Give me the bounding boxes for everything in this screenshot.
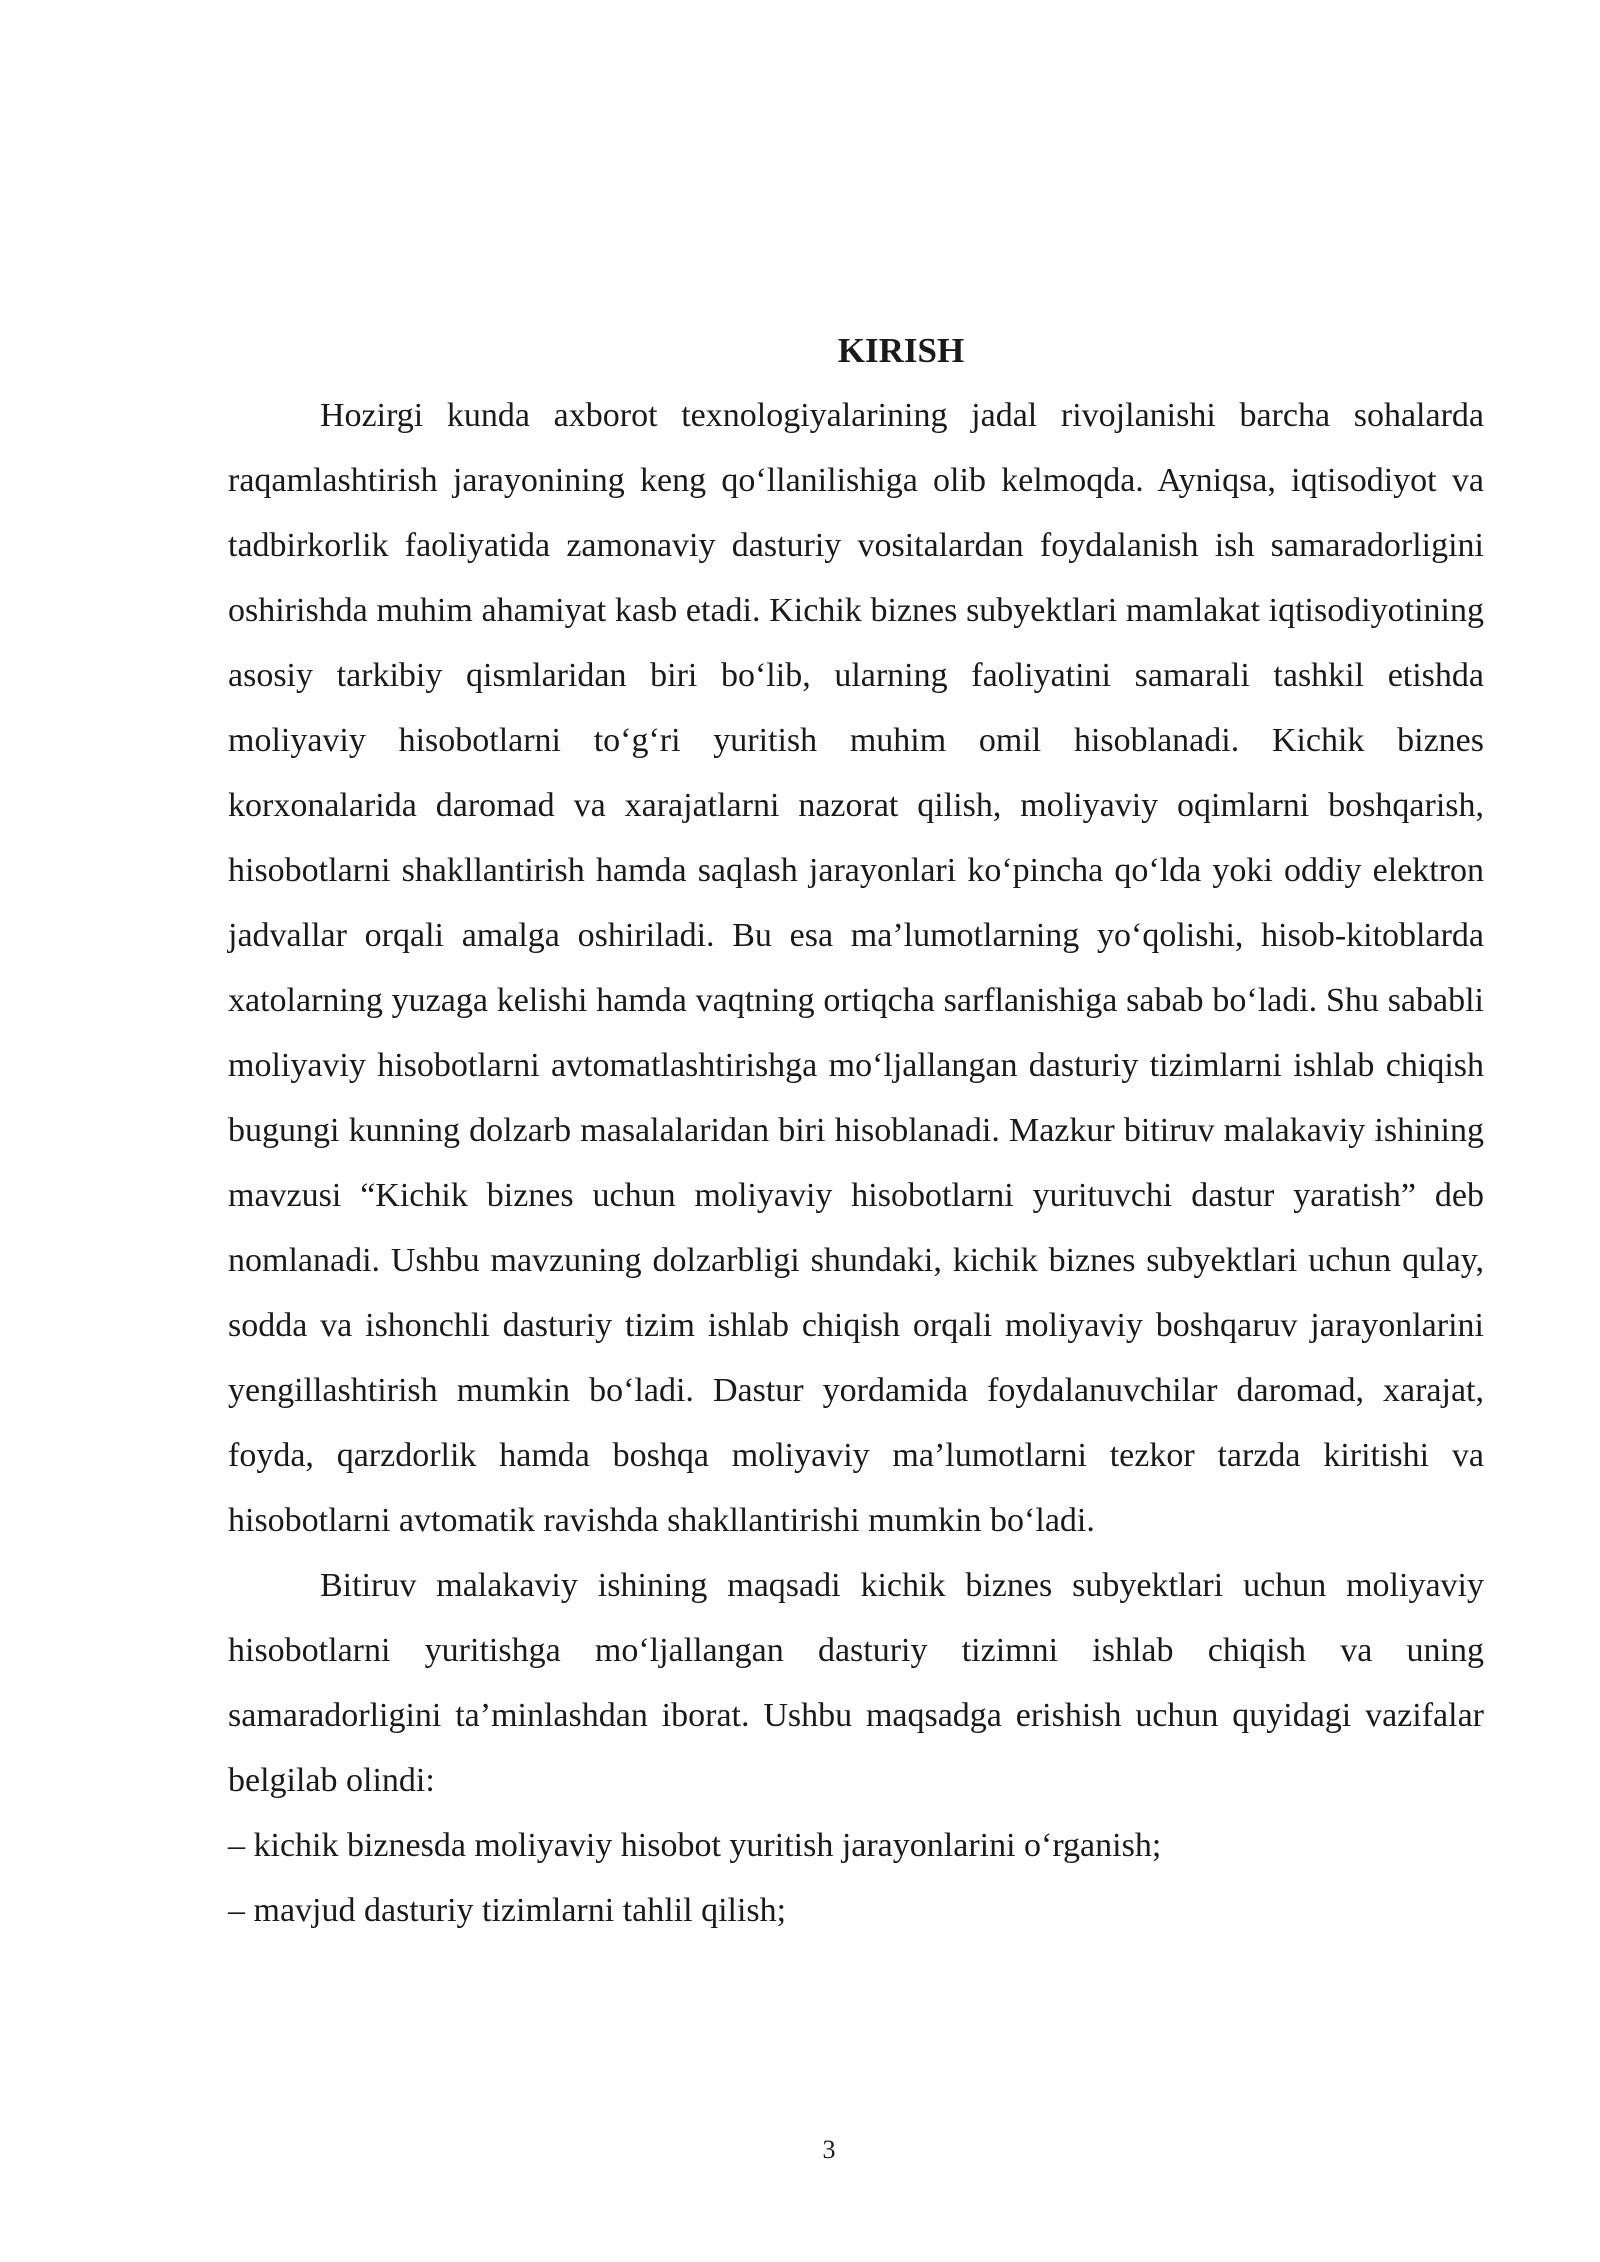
document-page xyxy=(228,318,1484,1943)
page-number: 3 xyxy=(822,2135,836,2164)
list-item-task-1: – kichik biznesda moliyaviy hisobot yuritish jarayonlarini o‘rganish; xyxy=(228,1827,1162,1864)
paragraph-goal: Bitiruv malakaviy ishining maqsadi kichik biznes subyektlari uchun moliyaviy hisobotlarni yuritishga mo‘ljallangan dasturiy tizimni ishlab chiqish va uning samaradorligini ta’minlashdan iborat. Ushbu maqsadga erishish uchun quyidagi vazifalar belgilab olindi: xyxy=(228,1567,1484,1799)
section-title: KIRISH xyxy=(837,331,965,370)
list-item-task-2: – mavjud dasturiy tizimlarni tahlil qilish; xyxy=(228,1892,787,1929)
paragraph-introduction: Hozirgi kunda axborot texnologiyalarining jadal rivojlanishi barcha sohalarda raqamlashtirish jarayonining keng qo‘llanilishiga olib kelmoqda. Ayniqsa, iqtisodiyot va tadbirkorlik faoliyatida zamonaviy dasturiy vositalardan foydalanish ish samaradorligini oshirishda muhim ahamiyat kasb etadi. Kichik biznes subyektlari mamlakat iqtisodiyotining asosiy tarkibiy qismlaridan biri bo‘lib, ularning faoliyatini samarali tashkil etishda moliyaviy hisobotlarni to‘g‘ri yuritish muhim omil hisoblanadi. Kichik biznes korxonalarida daromad va xarajatlarni nazorat qilish, moliyaviy oqimlarni boshqarish, hisobotlarni shakllantirish hamda saqlash jarayonlari ko‘pincha qo‘lda yoki oddiy elektron jadvallar orqali amalga oshiriladi. Bu esa ma’lumotlarning yo‘qolishi, hisob-kitoblarda xatolarning yuzaga kelishi hamda vaqtning ortiqcha sarflanishiga sabab bo‘ladi. Shu sababli moliyaviy hisobotlarni avtomatlashtirishga mo‘ljallangan dasturiy tizimlarni ishlab chiqish bugungi kunning dolzarb masalalaridan biri hisoblanadi. Mazkur bitiruv malakaviy ishining mavzusi “Kichik biznes uchun moliyaviy hisobotlarni yurituvchi dastur yaratish” deb nomlanadi. Ushbu mavzuning dolzarbligi shundaki, kichik biznes subyektlari uchun qulay, sodda va ishonchli dasturiy tizim ishlab chiqish orqali moliyaviy boshqaruv jarayonlarini yengillashtirish mumkin bo‘ladi. Dastur yordamida foydalanuvchilar daromad, xarajat, foyda, qarzdorlik hamda boshqa moliyaviy ma’lumotlarni tezkor tarzda kiritishi va hisobotlarni avtomatik ravishda shakllantirishi mumkin bo‘ladi. xyxy=(228,397,1484,1539)
